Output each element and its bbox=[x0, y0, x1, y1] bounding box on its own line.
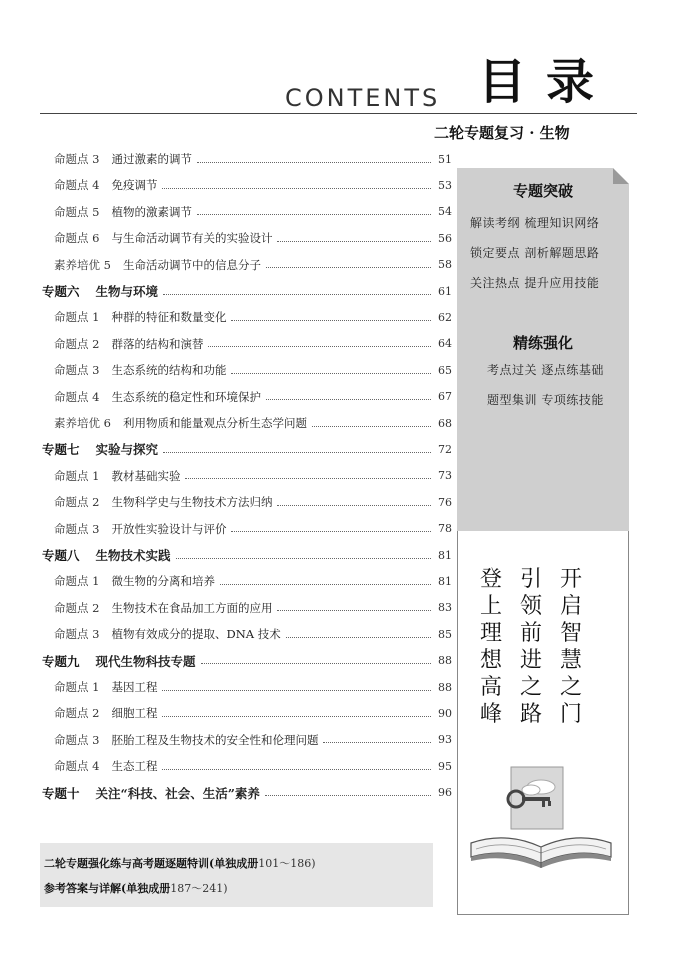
toc-page-number: 64 bbox=[438, 337, 452, 351]
toc-entry-title: 关注“科技、社会、生活”素养 bbox=[95, 785, 260, 801]
toc-leader-dots bbox=[266, 267, 431, 268]
toc-entry-label: 素养培优 5 bbox=[54, 257, 111, 272]
toc-entry-label: 命题点 1 bbox=[54, 680, 100, 694]
toc-page-number: 58 bbox=[438, 258, 452, 272]
toc-entry-label: 命题点 3 bbox=[54, 627, 100, 642]
toc-entry-title: 生物技术在食品加工方面的应用 bbox=[111, 600, 273, 615]
toc-page-number: 76 bbox=[438, 495, 452, 509]
toc-page-number: 53 bbox=[438, 178, 452, 192]
sidebar-feature-line: 题型集训 专项练技能 bbox=[487, 393, 604, 407]
toc-leader-dots bbox=[176, 558, 431, 559]
toc-entry-label: 命题点 2 bbox=[54, 706, 100, 721]
supplement-practice-title: 二轮专题强化练与高考题逐题特训(单独成册 bbox=[44, 857, 259, 870]
toc-entry-label: 专题六 bbox=[42, 284, 80, 299]
toc-item-row bbox=[54, 202, 452, 222]
toc-leader-dots bbox=[277, 241, 431, 242]
toc-item-row bbox=[54, 677, 452, 697]
toc-item-row bbox=[54, 149, 452, 169]
toc-item-row bbox=[54, 466, 452, 486]
toc-leader-dots bbox=[265, 795, 431, 796]
supplement-line-answers bbox=[44, 880, 228, 896]
toc-page-number: 88 bbox=[438, 680, 452, 694]
toc-leader-dots bbox=[266, 399, 431, 400]
toc-entry-label: 命题点 5 bbox=[54, 204, 100, 219]
toc-leader-dots bbox=[231, 320, 431, 321]
toc-topic-row bbox=[42, 281, 452, 301]
toc-leader-dots bbox=[231, 531, 431, 532]
toc-entry-label: 命题点 2 bbox=[54, 336, 100, 351]
toc-item-row bbox=[54, 703, 452, 723]
supplement-practice-range: 101～186) bbox=[258, 857, 316, 870]
supplement-box bbox=[40, 843, 433, 907]
open-book-key-illustration bbox=[466, 765, 616, 870]
toc-page-number: 67 bbox=[438, 390, 452, 404]
toc-leader-dots bbox=[162, 188, 431, 189]
toc-page-number: 96 bbox=[438, 786, 452, 800]
toc-leader-dots bbox=[208, 346, 431, 347]
toc-entry-label: 命题点 3 bbox=[54, 732, 100, 747]
toc-entry-title: 种群的特征和数量变化 bbox=[111, 310, 227, 325]
toc-leader-dots bbox=[162, 769, 431, 770]
toc-leader-dots bbox=[197, 214, 431, 215]
toc-page-number: 78 bbox=[438, 522, 452, 536]
book-subtitle: 二轮专题复习 · 生物 bbox=[434, 124, 570, 142]
toc-leader-dots bbox=[277, 610, 431, 611]
toc-entry-label: 命题点 4 bbox=[54, 178, 100, 193]
toc-entry-title: 植物有效成分的提取、DNA 技术 bbox=[111, 627, 281, 642]
toc-leader-dots bbox=[163, 452, 431, 453]
contents-chinese-title: 目录 bbox=[478, 54, 615, 110]
toc-item-row bbox=[54, 334, 452, 354]
toc-entry-label: 命题点 3 bbox=[54, 363, 100, 378]
toc-topic-row bbox=[42, 439, 452, 459]
toc-entry-label: 命题点 4 bbox=[54, 759, 100, 774]
toc-page-number: 61 bbox=[438, 284, 452, 298]
toc-entry-label: 专题十 bbox=[42, 785, 80, 801]
sidebar-feature-line: 关注热点 提升应用技能 bbox=[470, 276, 600, 290]
toc-entry-title: 生物与环境 bbox=[95, 284, 159, 299]
toc-item-row bbox=[54, 307, 452, 327]
toc-entry-title: 植物的激素调节 bbox=[111, 204, 192, 219]
toc-entry-label: 专题八 bbox=[42, 548, 80, 563]
toc-topic-row bbox=[42, 651, 452, 671]
toc-page-number: 73 bbox=[438, 469, 452, 483]
toc-entry-label: 命题点 3 bbox=[54, 152, 100, 166]
toc-page-number: 65 bbox=[438, 363, 452, 377]
slogan-column-2: 引领前进之路 bbox=[519, 567, 542, 727]
sidebar-heading-breakthrough: 专题突破 bbox=[512, 182, 573, 200]
toc-item-row bbox=[54, 255, 452, 275]
toc-item-row bbox=[54, 492, 452, 512]
toc-page-number: 93 bbox=[438, 733, 452, 747]
toc-topic-row bbox=[42, 783, 452, 803]
toc-entry-title: 开放性实验设计与评价 bbox=[111, 521, 227, 536]
toc-entry-title: 现代生物科技专题 bbox=[95, 653, 196, 669]
toc-page-number: 54 bbox=[438, 205, 452, 219]
toc-page-number: 88 bbox=[438, 654, 452, 668]
toc-page-number: 51 bbox=[438, 152, 452, 166]
toc-page-number: 68 bbox=[438, 416, 452, 430]
toc-item-row bbox=[54, 730, 452, 750]
toc-item-row bbox=[54, 228, 452, 248]
sidebar-feature-line: 考点过关 逐点练基础 bbox=[487, 363, 604, 377]
toc-leader-dots bbox=[197, 162, 431, 163]
toc-entry-title: 生态工程 bbox=[111, 759, 158, 774]
toc-entry-title: 免疫调节 bbox=[111, 178, 158, 193]
toc-entry-title: 群落的结构和演替 bbox=[111, 336, 204, 351]
toc-entry-label: 专题九 bbox=[42, 653, 80, 669]
toc-entry-title: 胚胎工程及生物技术的安全性和伦理问题 bbox=[111, 732, 319, 747]
toc-item-row bbox=[54, 756, 452, 776]
contents-english-title: CONTENTS bbox=[285, 84, 441, 112]
toc-entry-label: 命题点 2 bbox=[54, 600, 100, 615]
toc-item-row bbox=[54, 175, 452, 195]
toc-entry-title: 与生命活动调节有关的实验设计 bbox=[111, 231, 273, 246]
slogan-column-1: 登上理想高峰 bbox=[479, 567, 502, 727]
toc-entry-title: 实验与探究 bbox=[95, 442, 159, 458]
toc-item-row bbox=[54, 519, 452, 539]
toc-entry-label: 命题点 1 bbox=[54, 468, 100, 483]
toc-leader-dots bbox=[323, 742, 431, 743]
toc-entry-label: 专题七 bbox=[42, 442, 80, 458]
toc-entry-title: 生物技术实践 bbox=[95, 548, 171, 563]
toc-item-row bbox=[54, 413, 452, 433]
toc-entry-title: 细胞工程 bbox=[111, 706, 158, 721]
toc-page-number: 81 bbox=[438, 574, 452, 588]
supplement-answers-title: 参考答案与详解(单独成册 bbox=[44, 882, 171, 895]
slogan-column-3: 开启智慧之门 bbox=[559, 567, 582, 727]
toc-leader-dots bbox=[162, 716, 431, 717]
supplement-answers-range: 187～241) bbox=[170, 882, 228, 895]
header-divider bbox=[40, 113, 637, 114]
toc-leader-dots bbox=[231, 373, 431, 374]
toc-entry-title: 教材基础实验 bbox=[111, 468, 181, 483]
toc-topic-row bbox=[42, 545, 452, 565]
toc-leader-dots bbox=[185, 478, 431, 479]
toc-entry-title: 生物科学史与生物技术方法归纳 bbox=[111, 495, 273, 510]
toc-page-number: 81 bbox=[438, 548, 452, 562]
toc-entry-label: 命题点 2 bbox=[54, 495, 100, 510]
toc-leader-dots bbox=[277, 505, 431, 506]
toc-page-number: 85 bbox=[438, 627, 452, 641]
toc-leader-dots bbox=[163, 294, 431, 295]
toc-entry-title: 通过激素的调节 bbox=[111, 152, 192, 166]
toc-leader-dots bbox=[162, 690, 431, 691]
toc-page-number: 56 bbox=[438, 231, 452, 245]
toc-leader-dots bbox=[286, 637, 431, 638]
sidebar-feature-line: 解读考纲 梳理知识网络 bbox=[470, 216, 600, 230]
toc-entry-title: 利用物质和能量观点分析生态学问题 bbox=[122, 416, 307, 430]
toc-entry-title: 生命活动调节中的信息分子 bbox=[122, 257, 261, 272]
toc-page-number: 95 bbox=[438, 759, 452, 773]
sidebar-heading-intensive: 精练强化 bbox=[512, 334, 573, 352]
toc-entry-label: 命题点 3 bbox=[54, 521, 100, 536]
supplement-line-practice bbox=[44, 855, 316, 871]
toc-entry-label: 命题点 1 bbox=[54, 574, 100, 589]
toc-entry-title: 基因工程 bbox=[111, 680, 158, 694]
toc-leader-dots bbox=[312, 426, 431, 427]
toc-leader-dots bbox=[201, 663, 431, 664]
toc-entry-title: 生态系统的结构和功能 bbox=[111, 363, 227, 378]
toc-item-row bbox=[54, 598, 452, 618]
toc-entry-title: 生态系统的稳定性和环境保护 bbox=[111, 389, 261, 404]
sidebar-feature-line: 锁定要点 剖析解题思路 bbox=[470, 246, 600, 260]
toc-item-row bbox=[54, 387, 452, 407]
toc-entry-label: 命题点 6 bbox=[54, 231, 100, 246]
toc-entry-label: 命题点 4 bbox=[54, 389, 100, 404]
toc-leader-dots bbox=[220, 584, 431, 585]
toc-entry-label: 命题点 1 bbox=[54, 310, 100, 325]
toc-entry-label: 素养培优 6 bbox=[54, 416, 111, 430]
toc-item-row bbox=[54, 624, 452, 644]
toc-page-number: 62 bbox=[438, 310, 452, 324]
toc-page-number: 83 bbox=[438, 601, 452, 615]
toc-item-row bbox=[54, 360, 452, 380]
toc-page-number: 90 bbox=[438, 706, 452, 720]
toc-entry-title: 微生物的分离和培养 bbox=[111, 574, 215, 589]
toc-page-number: 72 bbox=[438, 442, 452, 456]
toc-item-row bbox=[54, 571, 452, 591]
